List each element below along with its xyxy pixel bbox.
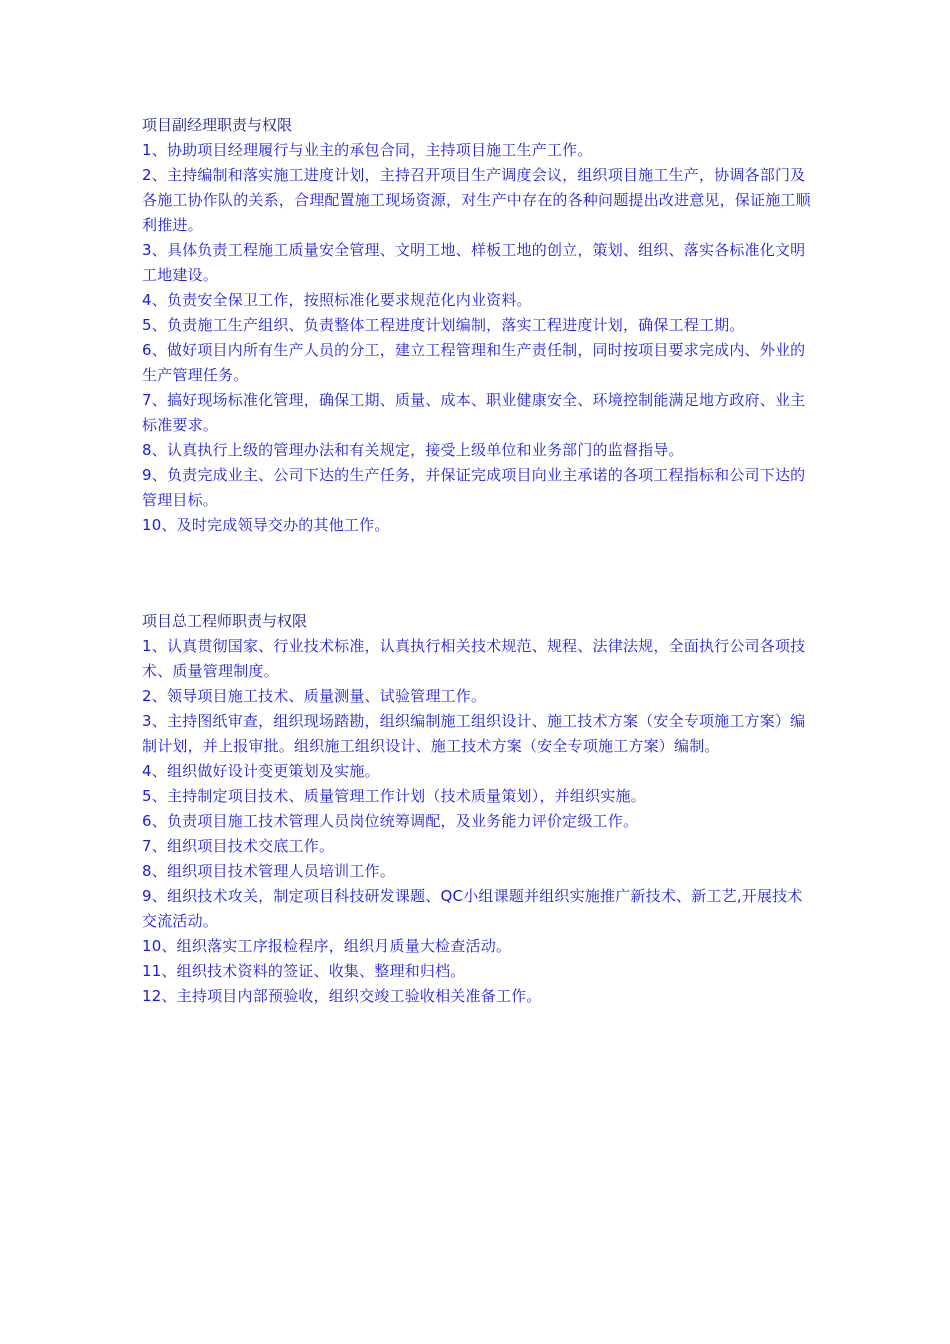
- list-item: 7、组织项目技术交底工作。: [142, 837, 335, 855]
- list-item: 8、组织项目技术管理人员培训工作。: [142, 862, 395, 880]
- list-item: 7、搞好现场标准化管理，确保工期、质量、成本、职业健康安全、环境控制能满足地方政府、业主标准要求。: [142, 391, 806, 434]
- section-heading: 项目总工程师职责与权限: [142, 612, 308, 630]
- section-heading: 项目副经理职责与权限: [142, 116, 293, 134]
- list-item: 8、认真执行上级的管理办法和有关规定，接受上级单位和业务部门的监督指导。: [142, 441, 684, 459]
- list-item: 10、及时完成领导交办的其他工作。: [142, 516, 390, 534]
- list-item: 4、组织做好设计变更策划及实施。: [142, 762, 380, 780]
- list-item: 5、主持制定项目技术、质量管理工作计划（技术质量策划），并组织实施。: [142, 787, 646, 805]
- list-item: 2、主持编制和落实施工进度计划，主持召开项目生产调度会议，组织项目施工生产，协调各部门及各施工协作队的关系，合理配置施工现场资源，对生产中存在的各种问题提出改进意见，保证施工顺利推进。: [142, 166, 811, 234]
- list-item: 4、负责安全保卫工作，按照标准化要求规范化内业资料。: [142, 291, 532, 309]
- list-item: 6、做好项目内所有生产人员的分工，建立工程管理和生产责任制，同时按项目要求完成内、外业的生产管理任务。: [142, 341, 806, 384]
- list-item: 10、组织落实工序报检程序，组织月质量大检查活动。: [142, 937, 512, 955]
- list-item: 5、负责施工生产组织、负责整体工程进度计划编制，落实工程进度计划，确保工程工期。: [142, 316, 745, 334]
- list-item: 11、组织技术资料的签证、收集、整理和归档。: [142, 962, 466, 980]
- list-item: 3、主持图纸审查，组织现场踏勘，组织编制施工组织设计、施工技术方案（安全专项施工方案）编制计划，并上报审批。组织施工组织设计、施工技术方案（安全专项施工方案）编制。: [142, 712, 806, 755]
- section-chief-engineer: [142, 609, 814, 1009]
- section-deputy-manager: [142, 113, 814, 538]
- list-item: 6、负责项目施工技术管理人员岗位统筹调配，及业务能力评价定级工作。: [142, 812, 639, 830]
- list-item: 1、协助项目经理履行与业主的承包合同，主持项目施工生产工作。: [142, 141, 593, 159]
- list-item: 9、组织技术攻关，制定项目科技研发课题、QC小组课题并组织实施推广新技术、新工艺,开展技术交流活动。: [142, 887, 803, 930]
- list-item: 1、认真贯彻国家、行业技术标准，认真执行相关技术规范、规程、法律法规，全面执行公司各项技术、质量管理制度。: [142, 637, 806, 680]
- list-item: 12、主持项目内部预验收，组织交竣工验收相关准备工作。: [142, 987, 542, 1005]
- list-item: 2、领导项目施工技术、质量测量、试验管理工作。: [142, 687, 487, 705]
- list-item: 3、具体负责工程施工质量安全管理、文明工地、样板工地的创立，策划、组织、落实各标准化文明工地建设。: [142, 241, 806, 284]
- list-item: 9、负责完成业主、公司下达的生产任务，并保证完成项目向业主承诺的各项工程指标和公司下达的管理目标。: [142, 466, 806, 509]
